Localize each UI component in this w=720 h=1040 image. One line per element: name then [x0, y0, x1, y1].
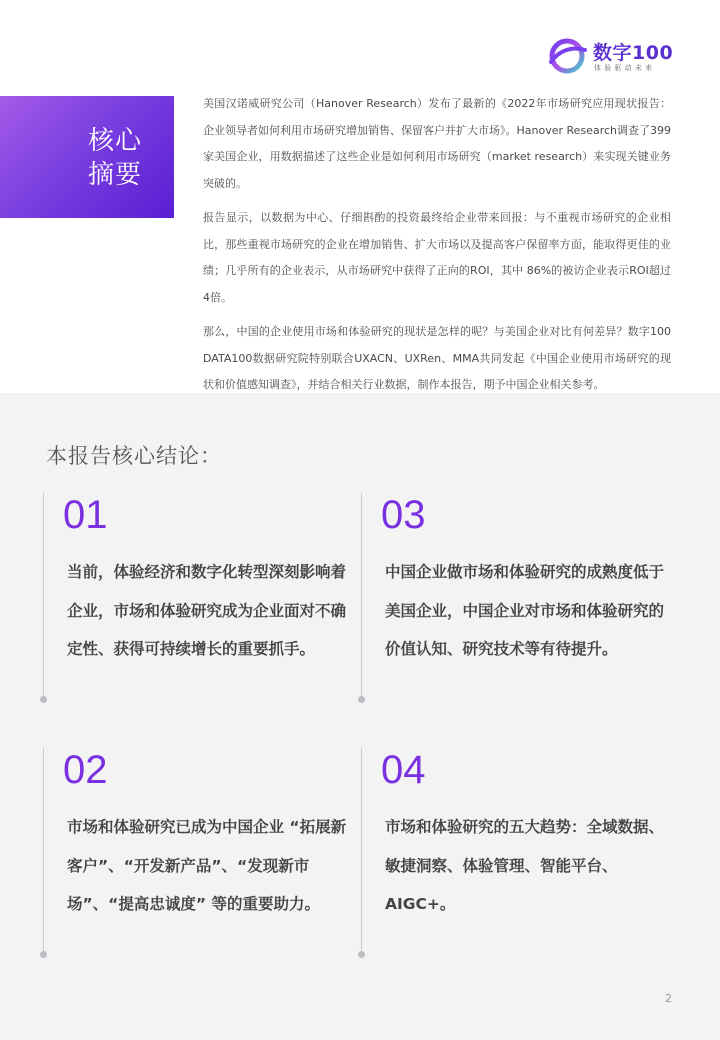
page-number: 2 [665, 992, 672, 1005]
card-divider-line [43, 748, 44, 954]
conclusion-text: 中国企业做市场和体验研究的成熟度低于美国企业，中国企业对市场和体验研究的价值认知、研究技术等有待提升。 [385, 563, 665, 658]
conclusion-card-03 [361, 493, 665, 705]
card-divider-line [43, 493, 44, 699]
logo-name: 数字100 [593, 42, 674, 64]
summary-paragraph: 那么，中国的企业使用市场和体验研究的现状是怎样的呢？与美国企业对比有何差异？数字100 DATA100数据研究院特别联合UXACN、UXRen、MMA共同发起《中国企业使用市场研究的现状和价值感知调查》，并结合相关行业数据，制作本报告，期予中国企业相关参考。 [203, 325, 671, 391]
card-divider-line [361, 493, 362, 699]
card-divider-dot [40, 951, 47, 958]
card-divider-dot [358, 696, 365, 703]
conclusion-card-04 [361, 748, 665, 960]
conclusion-text: 当前，体验经济和数字化转型深刻影响着企业，市场和体验研究成为企业面对不确定性、获得可持续增长的重要抓手。 [67, 563, 347, 658]
conclusion-number: 03 [381, 493, 426, 537]
conclusion-text: 市场和体验研究的五大趋势：全域数据、敏捷洞察、体验管理、智能平台、AIGC+。 [385, 818, 665, 913]
conclusions-heading: 本报告核心结论： [46, 444, 222, 468]
conclusion-text: 市场和体验研究已成为中国企业 “拓展新客户”、“开发新产品”、“发现新市场”、“提高忠诚度” 等的重要助力。 [67, 818, 347, 913]
brand-logo [547, 36, 677, 76]
summary-title-line1: 核心 [88, 126, 143, 156]
conclusion-number: 04 [381, 748, 426, 792]
card-divider-dot [358, 951, 365, 958]
conclusion-card-01 [43, 493, 347, 705]
summary-title-line2: 摘要 [88, 160, 143, 190]
summary-paragraph: 报告显示，以数据为中心、仔细斟酌的投资最终给企业带来回报：与不重视市场研究的企业相比，那些重视市场研究的企业在增加销售、扩大市场以及提高客户保留率方面，能取得更佳的业绩；几乎所有的企业表示，从市场研究中获得了正向的ROI，其中 86%的被访企业表示ROI超过4倍。 [203, 211, 671, 304]
summary-title [88, 124, 158, 192]
summary-body [203, 91, 671, 407]
card-divider-dot [40, 696, 47, 703]
logo-tagline: 体验驱动未来 [594, 64, 656, 72]
logo-mark-icon [547, 36, 587, 76]
card-divider-line [361, 748, 362, 954]
conclusion-card-02 [43, 748, 347, 960]
conclusion-number: 02 [63, 748, 108, 792]
conclusion-number: 01 [63, 493, 108, 537]
summary-paragraph: 美国汉诺威研究公司（Hanover Research）发布了最新的《2022年市场研究应用现状报告：企业领导者如何利用市场研究增加销售、保留客户并扩大市场》。Hanover Research调查了399家美国企业，用数据描述了这些企业是如何利用市场研究（market research）来实现关键业务突破的。 [203, 97, 671, 190]
